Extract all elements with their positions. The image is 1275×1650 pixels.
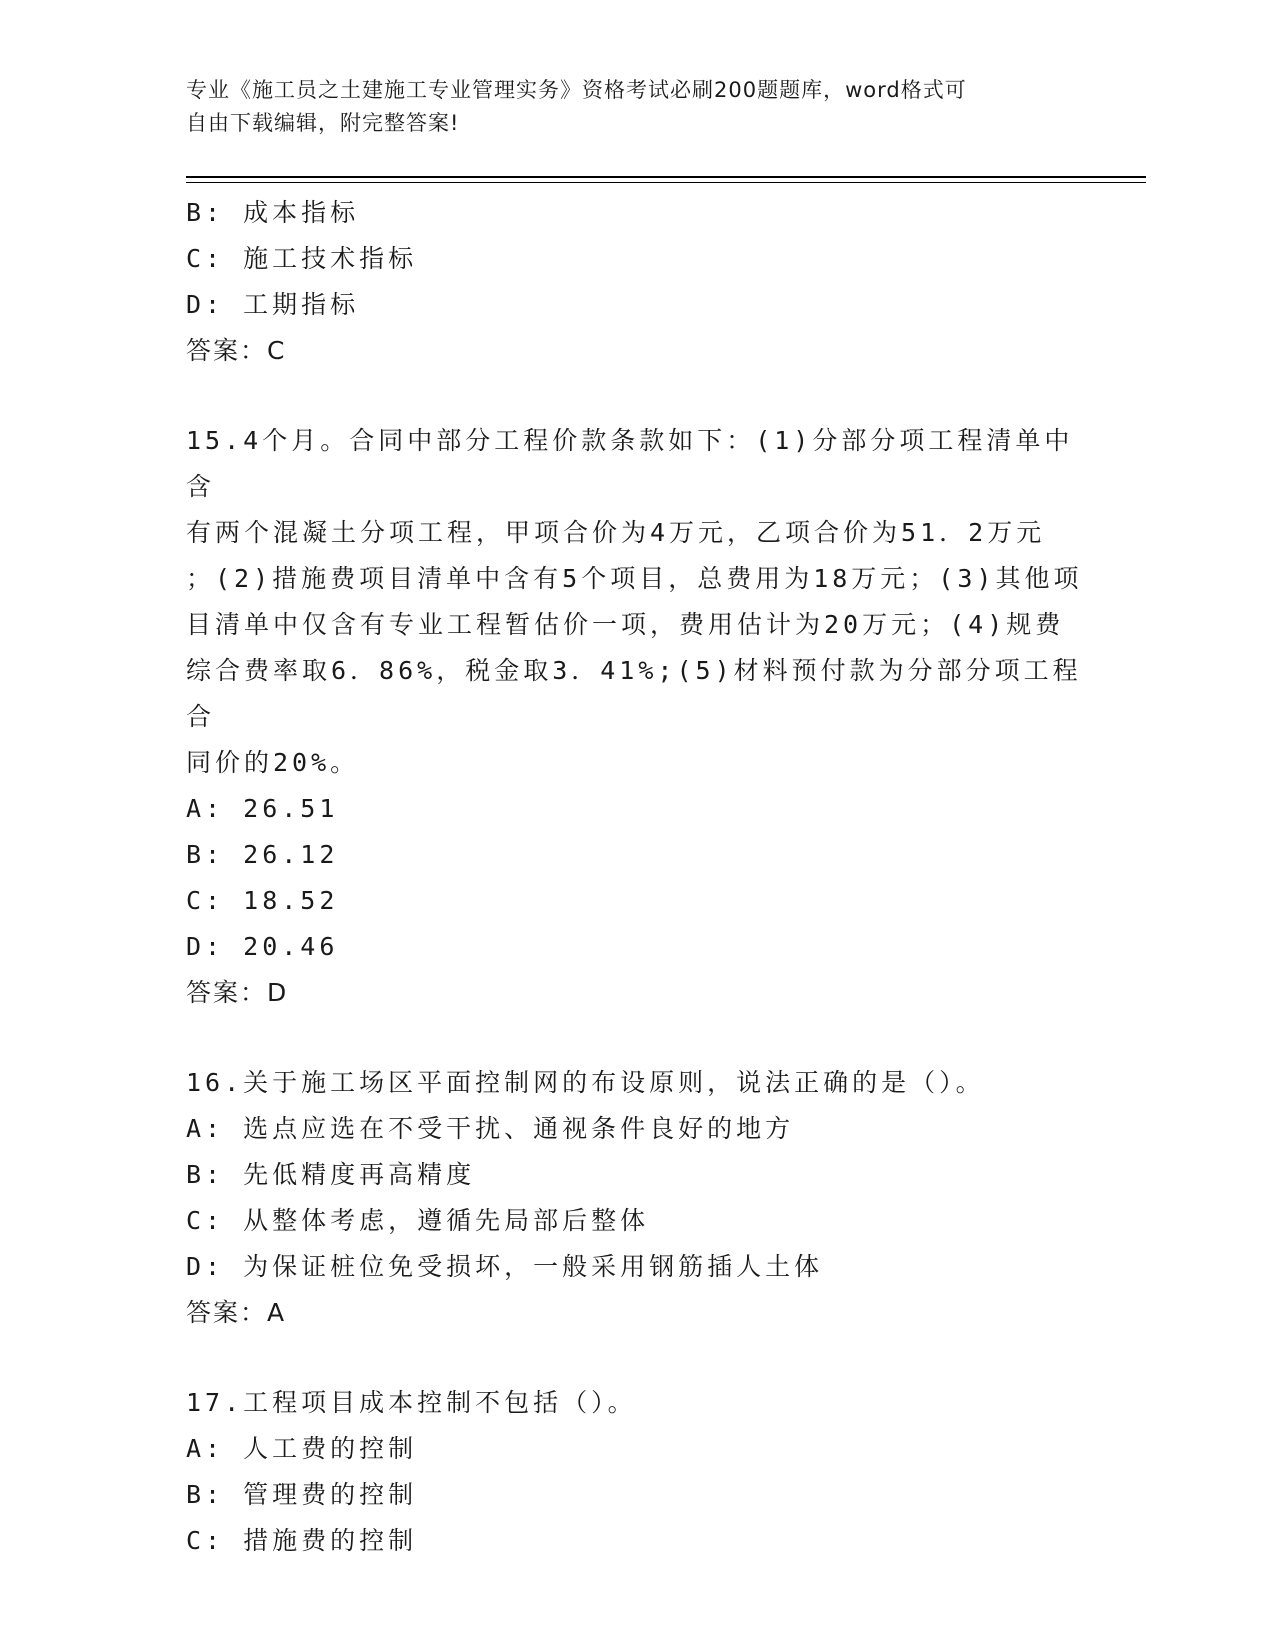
option-d: D: 工期指标 [186, 290, 360, 319]
option-b: B: 成本指标 [186, 198, 360, 227]
option-b: B: 先低精度再高精度 [186, 1160, 476, 1189]
header-line-1: 专业《施工员之土建施工专业管理实务》资格考试必刷200题题库，word格式可 [186, 78, 967, 102]
option-a: A: 人工费的控制 [186, 1434, 418, 1463]
spacer [186, 374, 1086, 418]
spacer [186, 1016, 1086, 1060]
option-d: D: 20.46 [186, 932, 339, 961]
question-text-line: 目清单中仅含有专业工程暂估价一项，费用估计为20万元；(4)规费 [186, 610, 1065, 639]
option-a: A: 选点应选在不受干扰、通视条件良好的地方 [186, 1114, 795, 1143]
header-divider-thin [186, 182, 1146, 183]
question-text-line: 综合费率取6．86%，税金取3．41%;(5)材料预付款为分部分项工程合 [186, 656, 1082, 731]
spacer [186, 1336, 1086, 1380]
question-text-line: 15.4个月。合同中部分工程价款条款如下：(1)分部分项工程清单中含 [186, 426, 1074, 501]
question-16-block [186, 1060, 1086, 1336]
question-text-line: 有两个混凝土分项工程，甲项合价为4万元，乙项合价为51．2万元 [186, 518, 1046, 547]
option-b: B: 26.12 [186, 840, 339, 869]
question-text: 16.关于施工场区平面控制网的布设原则，说法正确的是（）。 [186, 1068, 985, 1097]
question-14-block [186, 190, 1086, 374]
option-c: C: 18.52 [186, 886, 339, 915]
question-content [186, 190, 1086, 1564]
question-text-line: 同价的20%。 [186, 748, 360, 777]
question-text: 17.工程项目成本控制不包括（）。 [186, 1388, 637, 1417]
question-17-block [186, 1380, 1086, 1564]
answer-label: 答案：C [186, 336, 287, 365]
option-c: C: 措施费的控制 [186, 1526, 418, 1555]
question-text-line: ；(2)措施费项目清单中含有5个项目，总费用为18万元；(3)其他项 [186, 564, 1083, 593]
header-line-2: 自由下载编辑，附完整答案! [186, 111, 460, 135]
option-b: B: 管理费的控制 [186, 1480, 418, 1509]
option-d: D: 为保证桩位免受损坏，一般采用钢筋插人土体 [186, 1252, 824, 1281]
answer-label: 答案：D [186, 978, 289, 1007]
option-c: C: 施工技术指标 [186, 244, 418, 273]
answer-label: 答案：A [186, 1298, 287, 1327]
page-header [186, 74, 1066, 140]
header-divider-thick [186, 176, 1146, 178]
question-15-block [186, 418, 1086, 1016]
option-a: A: 26.51 [186, 794, 339, 823]
option-c: C: 从整体考虑，遵循先局部后整体 [186, 1206, 650, 1235]
